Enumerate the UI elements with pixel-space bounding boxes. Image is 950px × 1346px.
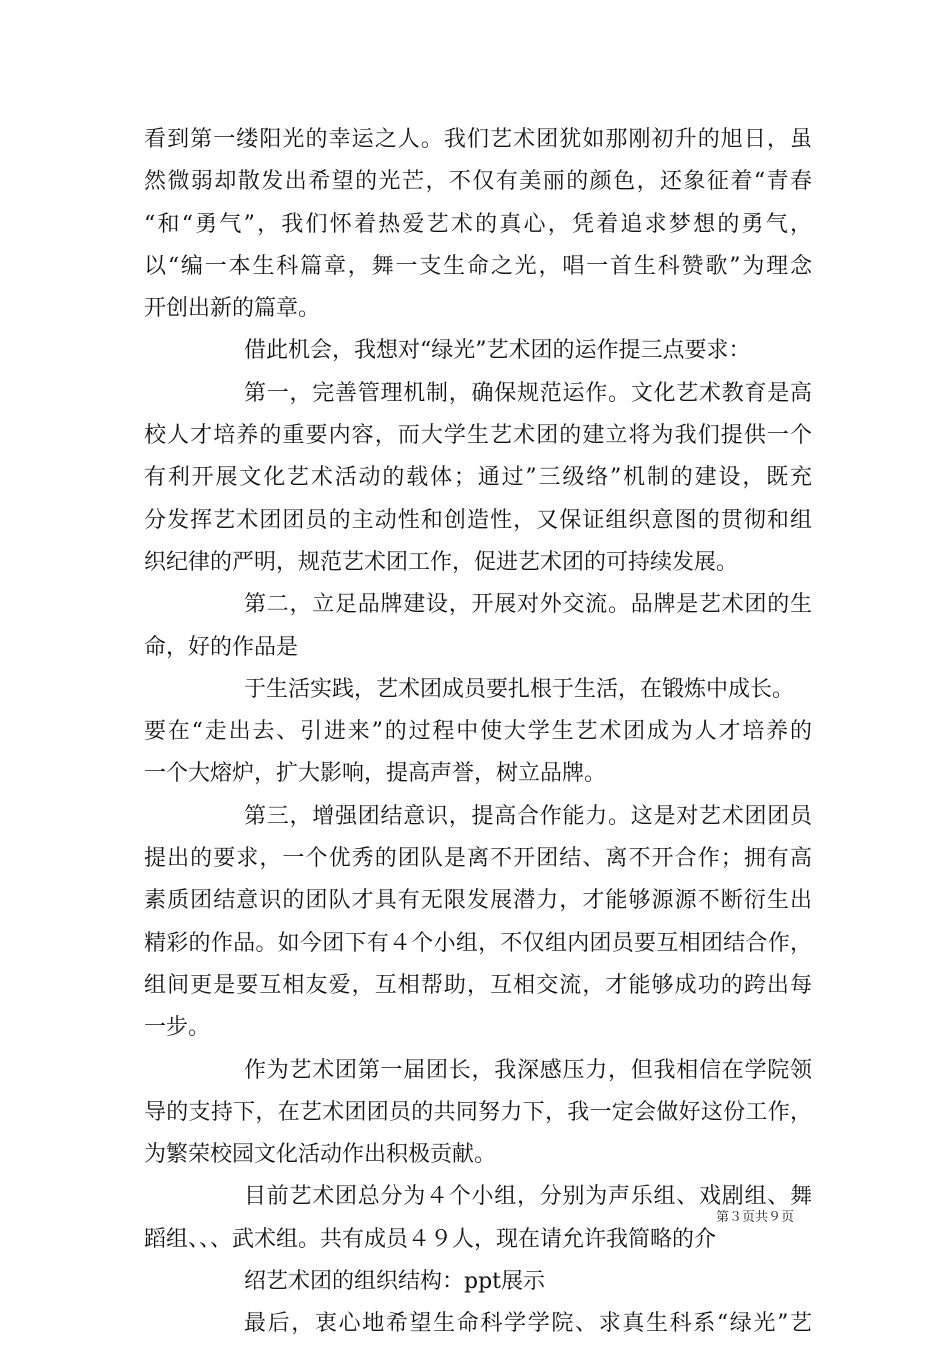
text-line: 精彩的作品。如今团下有４个小组，不仅组内团员要互相团结合作， <box>144 930 812 956</box>
text-line: 作为艺术团第一届团长，我深感压力，但我相信在学院领 <box>244 1057 812 1083</box>
text-line: 为繁荣校园文化活动作出积极贡献。 <box>144 1142 497 1168</box>
text-line: 一个大熔炉，扩大影响，提高声誉，树立品牌。 <box>144 761 607 787</box>
text-line: 目前艺术团总分为４个小组，分别为声乐组、戏剧组、舞 <box>244 1184 812 1210</box>
text-line: 于生活实践，艺术团成员要扎根于生活，在锻炼中成长。 <box>244 676 795 702</box>
text-line: 有利开展文化艺术活动的载体；通过”三级络”机制的建设，既充 <box>144 465 812 491</box>
text-line: 第三，增强团结意识，提高合作能力。这是对艺术团团员 <box>244 803 812 829</box>
page-number-footer: 第３页共９页 <box>716 1210 795 1225</box>
text-line: “和“勇气”，我们怀着热爱艺术的真心，凭着追求梦想的勇气， <box>144 211 812 237</box>
text-line: 组间更是要互相友爱，互相帮助，互相交流，才能够成功的跨出每 <box>144 972 812 998</box>
text-line: 然微弱却散发出希望的光芒，不仅有美丽的颜色，还象征着“青春 <box>144 169 812 195</box>
text-line: 开创出新的篇章。 <box>144 296 321 322</box>
text-line: 蹈组、、、武术组。共有成员４９人，现在请允许我简略的介 <box>144 1226 717 1252</box>
text-line: 借此机会，我想对“绿光”艺术团的运作提三点要求： <box>244 338 751 364</box>
text-line: 校人才培养的重要内容，而大学生艺术团的建立将为我们提供一个 <box>144 423 812 449</box>
text-line: 导的支持下，在艺术团团员的共同努力下，我一定会做好这份工作， <box>144 1099 812 1125</box>
text-line: 最后，衷心地希望生命科学学院、求真生科系“绿光”艺 <box>244 1311 812 1337</box>
text-line: 命，好的作品是 <box>144 634 299 660</box>
text-line: 分发挥艺术团团员的主动性和创造性，又保证组织意图的贯彻和组 <box>144 507 812 533</box>
text-line: 第一，完善管理机制，确保规范运作。文化艺术教育是高 <box>244 380 812 406</box>
body-text <box>144 119 812 1346</box>
text-line: 以“编一本生科篇章，舞一支生命之光，唱一首生科赞歌”为理念 <box>144 253 812 279</box>
text-line: 绍艺术团的组织结构：ppt展示 <box>244 1269 546 1295</box>
text-line: 第二，立足品牌建设，开展对外交流。品牌是艺术团的生 <box>244 592 812 618</box>
text-line: 看到第一缕阳光的幸运之人。我们艺术团犹如那刚初升的旭日，虽 <box>144 127 812 152</box>
text-line: 织纪律的严明，规范艺术团工作，促进艺术团的可持续发展。 <box>144 549 739 575</box>
text-line: 素质团结意识的团队才具有无限发展潜力，才能够源源不断衍生出 <box>144 888 812 914</box>
text-line: 要在“走出去、引进来”的过程中使大学生艺术团成为人才培养的 <box>144 719 812 745</box>
text-line: 一步。 <box>144 1015 211 1041</box>
text-line: 提出的要求，一个优秀的团队是离不开团结、离不开合作；拥有高 <box>144 846 812 872</box>
